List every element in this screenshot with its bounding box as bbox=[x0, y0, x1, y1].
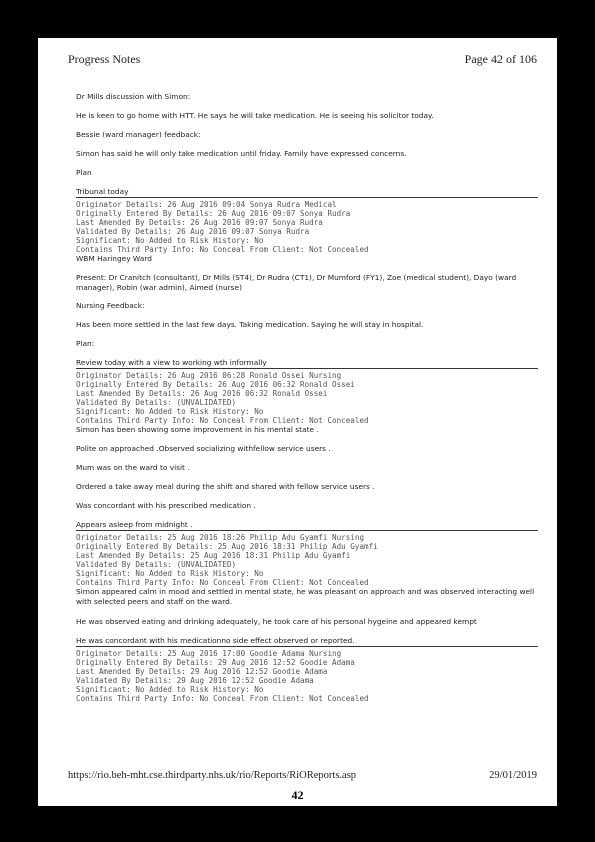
note-line: Simon has been showing some improvement in his mental state . bbox=[76, 425, 319, 434]
entry-meta: Originally Entered By Details: 26 Aug 2016 09:07 Sonya Rudra bbox=[76, 209, 351, 218]
entry-meta: Originator Details: 25 Aug 2016 17:00 Goodie Adama Nursing bbox=[76, 649, 342, 658]
entry-meta: Contains Third Party Info: No Conceal From Client: Not Concealed bbox=[76, 416, 369, 425]
entry-meta: Last Amended By Details: 29 Aug 2016 12:52 Goodie Adama bbox=[76, 667, 328, 676]
note-line: WBM Haringey Ward bbox=[76, 254, 152, 263]
entry-meta: Contains Third Party Info: No Conceal From Client: Not Concealed bbox=[76, 694, 369, 703]
entry-meta: Significant: No Added to Risk History: No bbox=[76, 685, 264, 694]
entry-meta: Originally Entered By Details: 26 Aug 2016 06:32 Ronald Ossei bbox=[76, 380, 355, 389]
entry-meta: Significant: No Added to Risk History: No bbox=[76, 236, 264, 245]
note-line: Simon has said he will only take medication until friday. Family have expressed concerns. bbox=[76, 149, 407, 158]
document-title: Progress Notes bbox=[68, 52, 141, 66]
note-line: He is keen to go home with HTT. He says he will take medication. He is seeing his solicitor today. bbox=[76, 111, 434, 120]
entry-meta: Significant: No Added to Risk History: No bbox=[76, 407, 264, 416]
footer-url: https://rio.beh-mht.cse.thirdparty.nhs.uk/rio/Reports/RiOReports.asp bbox=[68, 770, 357, 781]
document-page bbox=[38, 38, 557, 806]
entry-meta: Significant: No Added to Risk History: No bbox=[76, 569, 264, 578]
entry-meta: Originator Details: 26 Aug 2016 09:04 Sonya Rudra Medical bbox=[76, 200, 337, 209]
entry-heading: Tribunal today bbox=[76, 187, 538, 198]
entry-meta: Originator Details: 25 Aug 2016 18:26 Philip Adu Gyamfi Nursing bbox=[76, 533, 365, 542]
note-line: Mum was on the ward to visit . bbox=[76, 463, 190, 472]
entry-meta: Originally Entered By Details: 25 Aug 2016 18:31 Philip Adu Gyamfi bbox=[76, 542, 378, 551]
entry-meta: Contains Third Party Info: No Conceal From Client: Not Concealed bbox=[76, 578, 369, 587]
entry-meta: Last Amended By Details: 26 Aug 2016 09:07 Sonya Rudra bbox=[76, 218, 323, 227]
note-line: Dr Mills discussion with Simon: bbox=[76, 92, 191, 101]
note-line: Was concordant with his prescribed medication . bbox=[76, 501, 256, 510]
entry-meta: Validated By Details: (UNVALIDATED) bbox=[76, 398, 237, 407]
note-line: Present: Dr Cranitch (consultant), Dr Mills (ST4), Dr Rudra (CT1), Dr Mumford (FY1), Zoe (medical student), Dayo (ward manager), Robin (war admin), Aimed (nurse) bbox=[76, 273, 517, 292]
entry-meta: Originally Entered By Details: 29 Aug 2016 12:52 Goodie Adama bbox=[76, 658, 355, 667]
entry-meta: Validated By Details: (UNVALIDATED) bbox=[76, 560, 237, 569]
note-line: Nursing Feedback: bbox=[76, 301, 145, 310]
entry-meta: Last Amended By Details: 25 Aug 2016 18:31 Philip Adu Gyamfi bbox=[76, 551, 351, 560]
entry-heading: Appears asleep from midnight . bbox=[76, 520, 538, 531]
note-line: Simon appeared calm in mood and settled in mental state, he was pleasant on approach and was observed interacting well with selected peers and staff on the ward. bbox=[76, 587, 535, 606]
note-line: Bessie (ward manager) feedback: bbox=[76, 130, 201, 139]
entry-heading: He was concordant with his medicationno side effect observed or reported. bbox=[76, 636, 538, 647]
entry-meta: Validated By Details: 29 Aug 2016 12:52 Goodie Adama bbox=[76, 676, 314, 685]
note-line: Plan bbox=[76, 168, 92, 177]
note-line: He was observed eating and drinking adequately, he took care of his personal hygeine and appeared kempt bbox=[76, 617, 477, 626]
page-indicator: Page 42 of 106 bbox=[464, 52, 537, 66]
entry-meta: Contains Third Party Info: No Conceal From Client: Not Concealed bbox=[76, 245, 369, 254]
notes-content bbox=[76, 90, 538, 703]
note-line: Ordered a take away meal during the shift and shared with fellow service users . bbox=[76, 482, 375, 491]
note-line: Has been more settled in the last few days. Taking medication. Saying he will stay in hospital. bbox=[76, 320, 424, 329]
page-number: 42 bbox=[291, 788, 304, 802]
note-line: Polite on approached .Observed socializing withfellow service users . bbox=[76, 444, 331, 453]
entry-meta: Validated By Details: 26 Aug 2016 09:07 Sonya Rudra bbox=[76, 227, 310, 236]
note-line: Plan: bbox=[76, 339, 95, 348]
entry-meta: Last Amended By Details: 26 Aug 2016 06:32 Ronald Ossei bbox=[76, 389, 328, 398]
entry-heading: Review today with a view to working wth informally bbox=[76, 358, 538, 369]
entry-meta: Originator Details: 26 Aug 2016 06:28 Ronald Ossei Nursing bbox=[76, 371, 342, 380]
footer-date: 29/01/2019 bbox=[489, 770, 537, 781]
